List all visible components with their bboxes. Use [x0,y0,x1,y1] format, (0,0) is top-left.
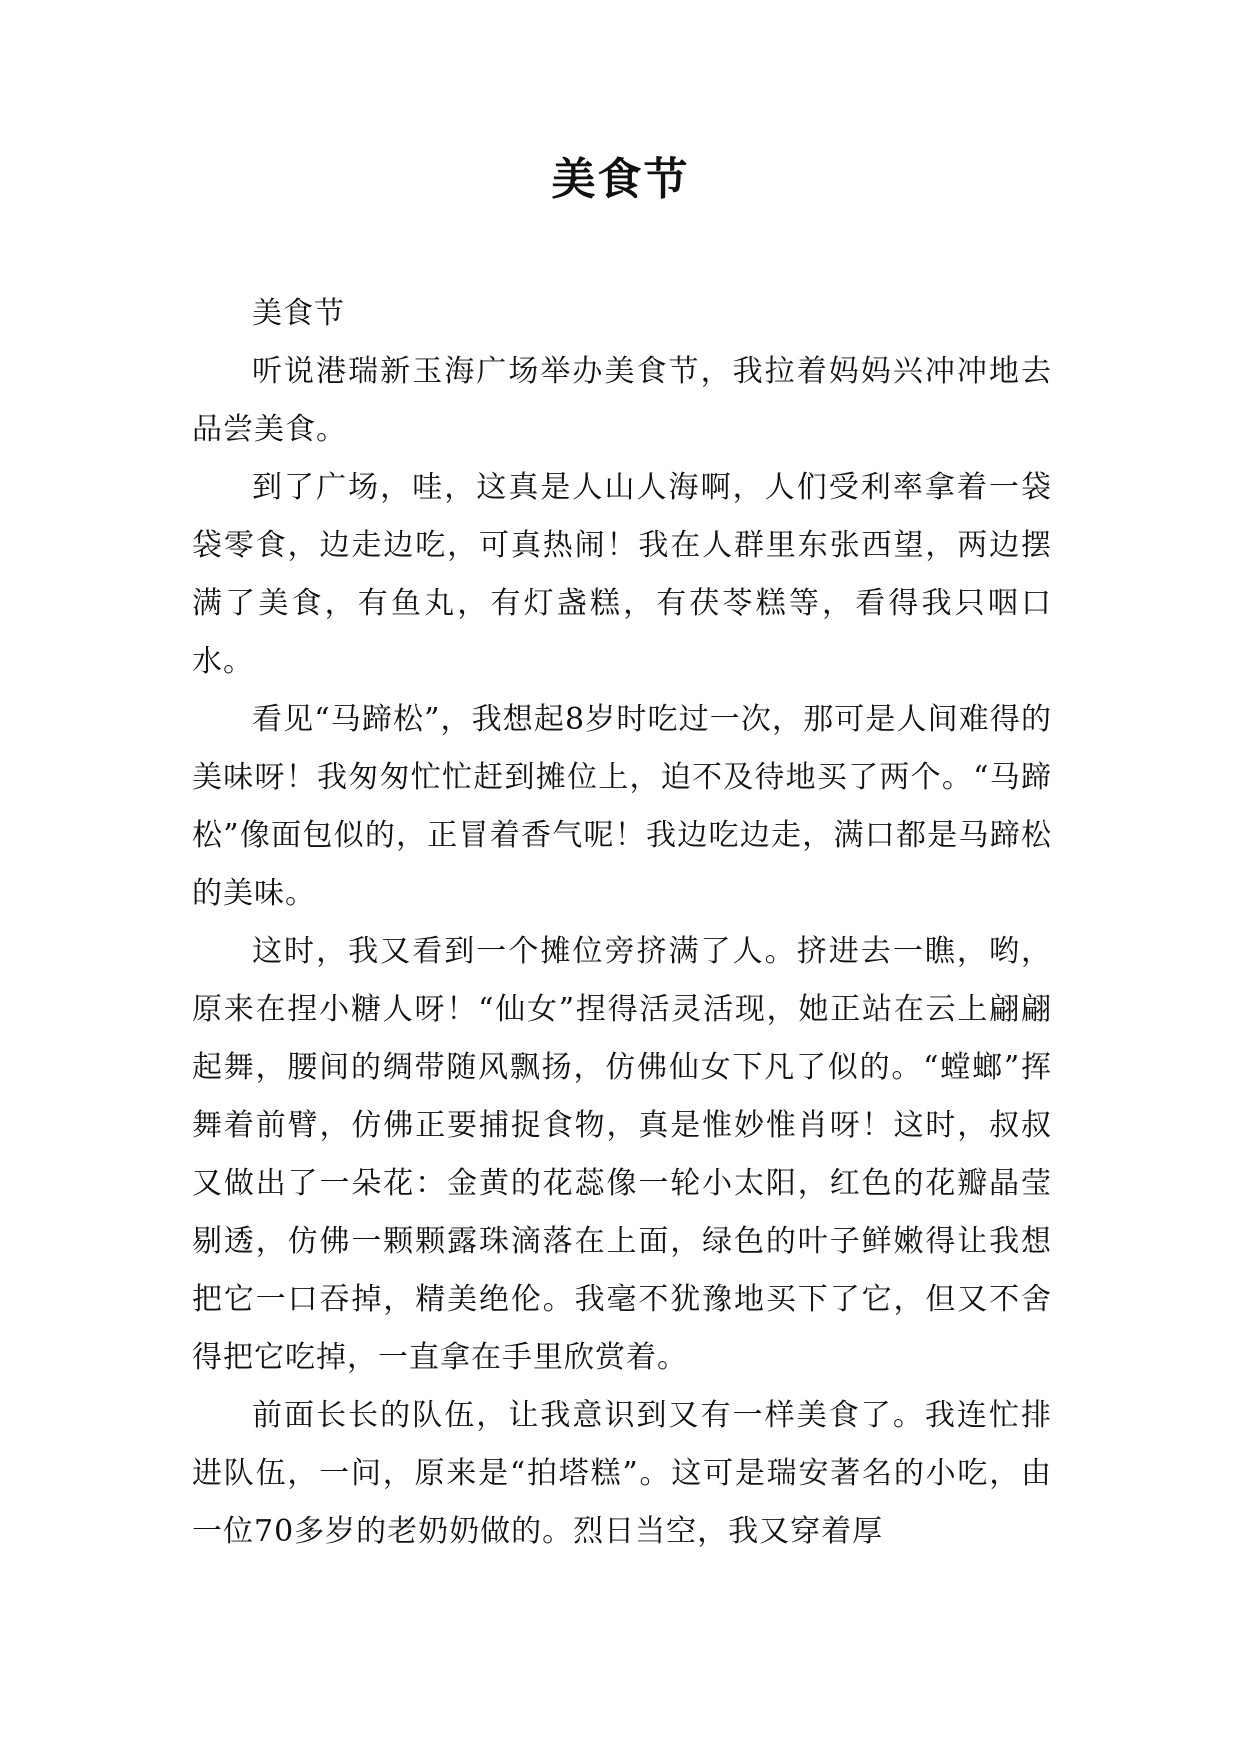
document-title: 美食节 [551,154,690,205]
paragraph: 到了广场，哇，这真是人山人海啊，人们受利率拿着一袋袋零食，边走边吃，可真热闹！我在人群里东张西望，两边摆满了美食，有鱼丸，有灯盏糕，有茯苓糕等，看得我只咽口水。 [192,470,1052,679]
paragraph: 看见“马蹄松”，我想起8岁时吃过一次，那可是人间难得的美味呀！我匆匆忙忙赶到摊位上，迫不及待地买了两个。“马蹄松”像面包似的，正冒着香气呢！我边吃边走，满口都是马蹄松的美味。 [192,702,1052,911]
paragraph: 美食节 [252,296,345,331]
paragraph: 前面长长的队伍，让我意识到又有一样美食了。我连忙排进队伍，一问，原来是“拍塔糕”。这可是瑞安著名的小吃，由一位70多岁的老奶奶做的。烈日当空，我又穿着厚 [192,1398,1052,1549]
document-body [192,285,1052,1561]
paragraph: 这时，我又看到一个摊位旁挤满了人。挤进去一瞧，哟，原来在捏小糖人呀！“仙女”捏得活灵活现，她正站在云上翩翩起舞，腰间的绸带随风飘扬，仿佛仙女下凡了似的。“螳螂”挥舞着前臂，仿佛正要捕捉食物，真是惟妙惟肖呀！这时，叔叔又做出了一朵花：金黄的花蕊像一轮小太阳，红色的花瓣晶莹剔透，仿佛一颗颗露珠滴落在上面，绿色的叶子鲜嫩得让我想把它一口吞掉，精美绝伦。我毫不犹豫地买下了它，但又不舍得把它吃掉，一直拿在手里欣赏着。 [192,934,1052,1375]
paragraph: 听说港瑞新玉海广场举办美食节，我拉着妈妈兴冲冲地去品尝美食。 [192,354,1052,447]
